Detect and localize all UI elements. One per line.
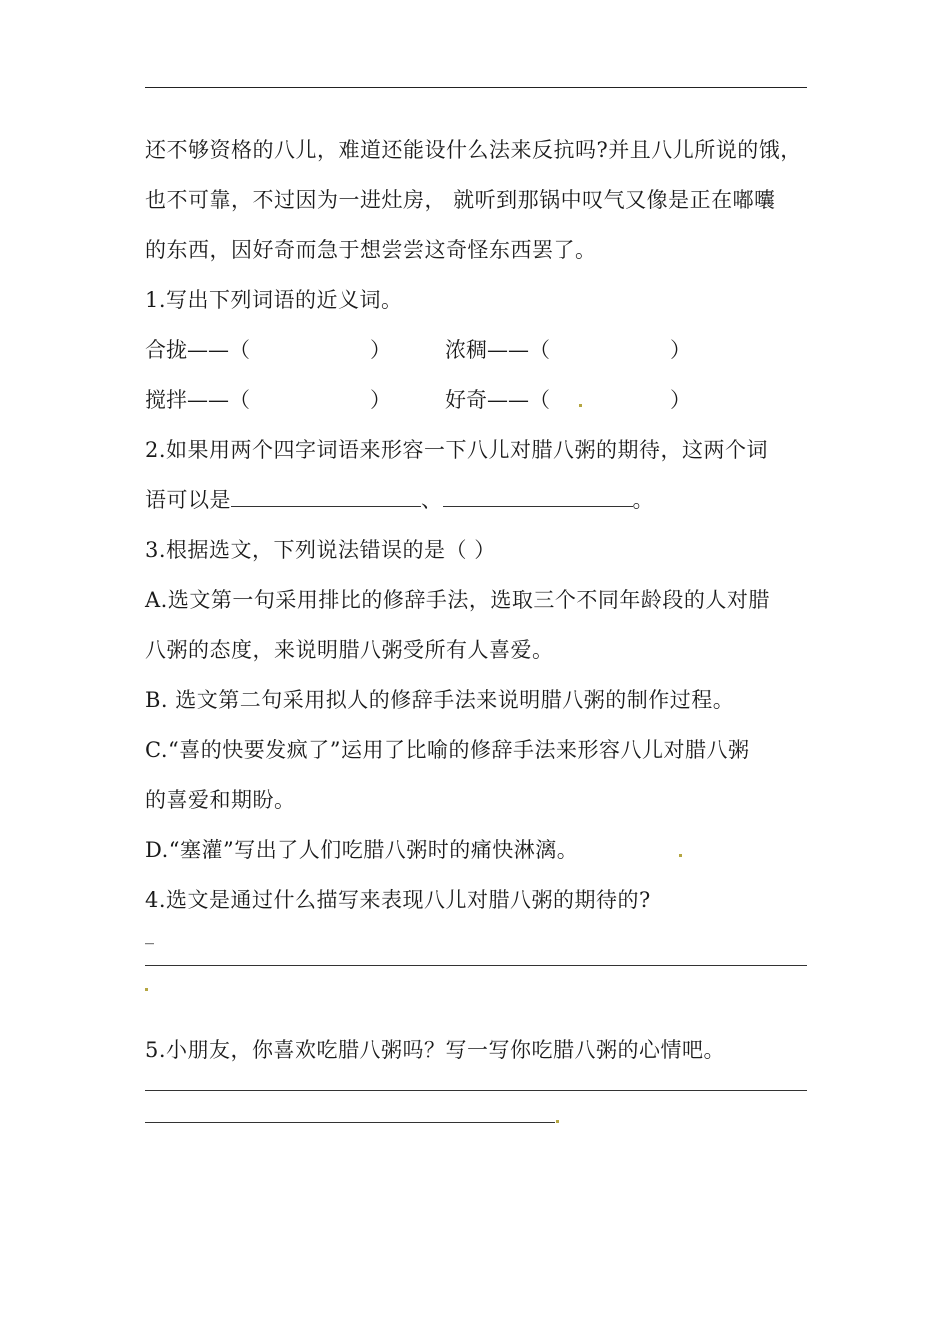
fill-blank-1[interactable] — [231, 486, 421, 507]
fill-blank-2[interactable] — [443, 486, 633, 507]
synonym-pair-1-right — [445, 335, 691, 365]
question-2-line-2 — [145, 485, 654, 515]
question-1: 1.写出下列词语的近义词。 — [145, 288, 403, 312]
option-b: B. 选文第二句采用拟人的修辞手法来说明腊八粥的制作过程。 — [145, 688, 735, 712]
synonym-word-2: 浓稠——（ — [445, 338, 550, 362]
synonym-pair-2-left — [145, 385, 391, 415]
question-2-separator: 、 — [421, 488, 443, 512]
answer-line-q5-2[interactable] — [145, 1122, 555, 1123]
answer-line-q4[interactable] — [145, 965, 807, 966]
synonym-word-1: 合拢——（ — [145, 338, 250, 362]
question-2-prefix: 语可以是 — [145, 488, 231, 512]
close-paren: ） — [370, 388, 391, 412]
scan-speck — [145, 988, 148, 991]
question-3: 3.根据选文，下列说法错误的是（ ） — [145, 538, 496, 562]
synonym-word-3: 搅拌——（ — [145, 388, 250, 412]
stray-mark: _ — [145, 924, 154, 945]
answer-line-q5-1[interactable] — [145, 1090, 807, 1091]
synonym-word-4: 好奇——（ — [445, 388, 550, 412]
passage-line-2: 也不可靠，不过因为一进灶房， 就听到那锅中叹气又像是正在嘟囔 — [145, 188, 776, 212]
close-paren: ） — [670, 338, 691, 362]
question-2-line-1: 2.如果用两个四字词语来形容一下八儿对腊八粥的期待，这两个词 — [145, 438, 769, 462]
close-paren: ） — [670, 388, 691, 412]
synonym-pair-1-left — [145, 335, 391, 365]
scan-speck — [579, 404, 582, 407]
question-5: 5.小朋友，你喜欢吃腊八粥吗？写一写你吃腊八粥的心情吧。 — [145, 1038, 726, 1062]
option-a-line-2: 八粥的态度，来说明腊八粥受所有人喜爱。 — [145, 638, 554, 662]
close-paren: ） — [370, 338, 391, 362]
question-4: 4.选文是通过什么描写来表现八儿对腊八粥的期待的? — [145, 888, 651, 912]
scan-speck — [679, 854, 682, 857]
header-rule — [145, 87, 807, 88]
option-c-line-2: 的喜爱和期盼。 — [145, 788, 296, 812]
option-a-line-1: A.选文第一句采用排比的修辞手法，选取三个不同年龄段的人对腊 — [145, 588, 770, 612]
option-d: D.“塞灌”写出了人们吃腊八粥时的痛快淋漓。 — [145, 838, 579, 862]
passage-line-1: 还不够资格的八儿，难道还能设什么法来反抗吗?并且八儿所说的饿， — [145, 138, 802, 162]
option-c-line-1: C.“喜的快要发疯了”运用了比喻的修辞手法来形容八儿对腊八粥 — [145, 738, 750, 762]
scan-speck — [556, 1120, 559, 1123]
passage-line-3: 的东西，因好奇而急于想尝尝这奇怪东西罢了。 — [145, 238, 597, 262]
synonym-pair-2-right — [445, 385, 691, 415]
question-2-end: 。 — [632, 488, 654, 512]
